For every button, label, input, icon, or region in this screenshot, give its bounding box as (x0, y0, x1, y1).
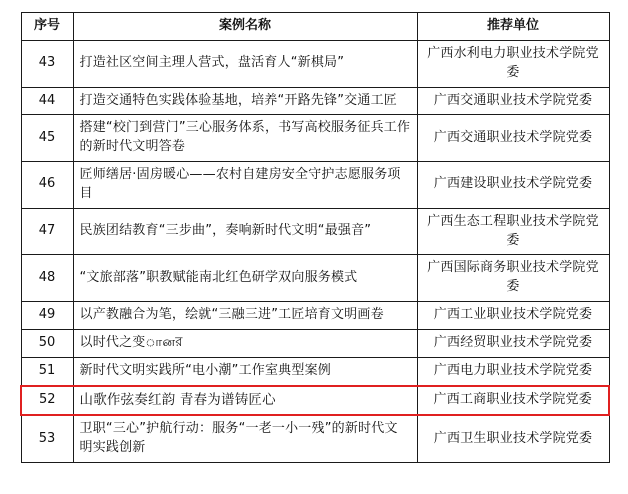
table-row (21, 255, 609, 302)
cell-name: 山歌作弦奏红韵 青春为谱铸匠心 (73, 386, 417, 416)
table-body (21, 40, 609, 462)
header-cell-name: 案例名称 (73, 13, 417, 41)
cell-name: 以产教融合为笔，绘就“三融三进”工匠培育文明画卷 (73, 302, 417, 330)
table-row (21, 329, 609, 357)
cell-no: 52 (21, 386, 73, 416)
header-cell-no: 序号 (21, 13, 73, 41)
cell-unit: 广西生态工程职业技术学院党委 (417, 208, 609, 255)
cell-unit: 广西电力职业技术学院党委 (417, 357, 609, 385)
cell-unit: 广西交通职业技术学院党委 (417, 115, 609, 162)
table-row (21, 208, 609, 255)
cell-name: 新时代文明实践所“电小潮”工作室典型案例 (73, 357, 417, 385)
cell-unit: 广西经贸职业技术学院党委 (417, 329, 609, 357)
cell-unit: 广西国际商务职业技术学院党委 (417, 255, 609, 302)
cell-unit: 广西建设职业技术学院党委 (417, 162, 609, 209)
cell-name: 匠师缮居·固房暖心——农村自建房安全守护志愿服务项目 (73, 162, 417, 209)
cell-name: 以时代之变ானর (73, 329, 417, 357)
cell-name: 打造交通特色实践体验基地，培养“开路先锋”交通工匠 (73, 87, 417, 115)
cell-no: 53 (21, 415, 73, 462)
table-header (21, 13, 609, 41)
table-row (21, 40, 609, 87)
cell-name: “文旅部落”职教赋能南北红色研学双向服务模式 (73, 255, 417, 302)
cell-unit: 广西交通职业技术学院党委 (417, 87, 609, 115)
case-list-table (20, 12, 610, 463)
table-row (21, 357, 609, 385)
cell-name: 打造社区空间主理人营式，盘活育人“新棋局” (73, 40, 417, 87)
cell-unit: 广西卫生职业技术学院党委 (417, 415, 609, 462)
cell-no: 51 (21, 357, 73, 385)
cell-no: 47 (21, 208, 73, 255)
cell-no: 49 (21, 302, 73, 330)
table-row (21, 302, 609, 330)
cell-no: 46 (21, 162, 73, 209)
cell-no: 44 (21, 87, 73, 115)
cell-no: 43 (21, 40, 73, 87)
cell-unit: 广西工业职业技术学院党委 (417, 302, 609, 330)
table-row (21, 415, 609, 462)
cell-name: 民族团结教育“三步曲”，奏响新时代文明“最强音” (73, 208, 417, 255)
table-row (21, 87, 609, 115)
cell-no: 45 (21, 115, 73, 162)
cell-no: 50 (21, 329, 73, 357)
cell-name: 卫职“三心”护航行动：服务“一老一小一残”的新时代文明实践创新 (73, 415, 417, 462)
cell-no: 48 (21, 255, 73, 302)
cell-unit: 广西水利电力职业技术学院党委 (417, 40, 609, 87)
cell-unit: 广西工商职业技术学院党委 (417, 386, 609, 416)
table-header-row (21, 13, 609, 41)
cell-name: 搭建“校门到营门”三心服务体系，书写高校服务征兵工作的新时代文明答卷 (73, 115, 417, 162)
table-row-highlighted (21, 386, 609, 416)
table-row (21, 162, 609, 209)
header-cell-unit: 推荐单位 (417, 13, 609, 41)
table-row (21, 115, 609, 162)
